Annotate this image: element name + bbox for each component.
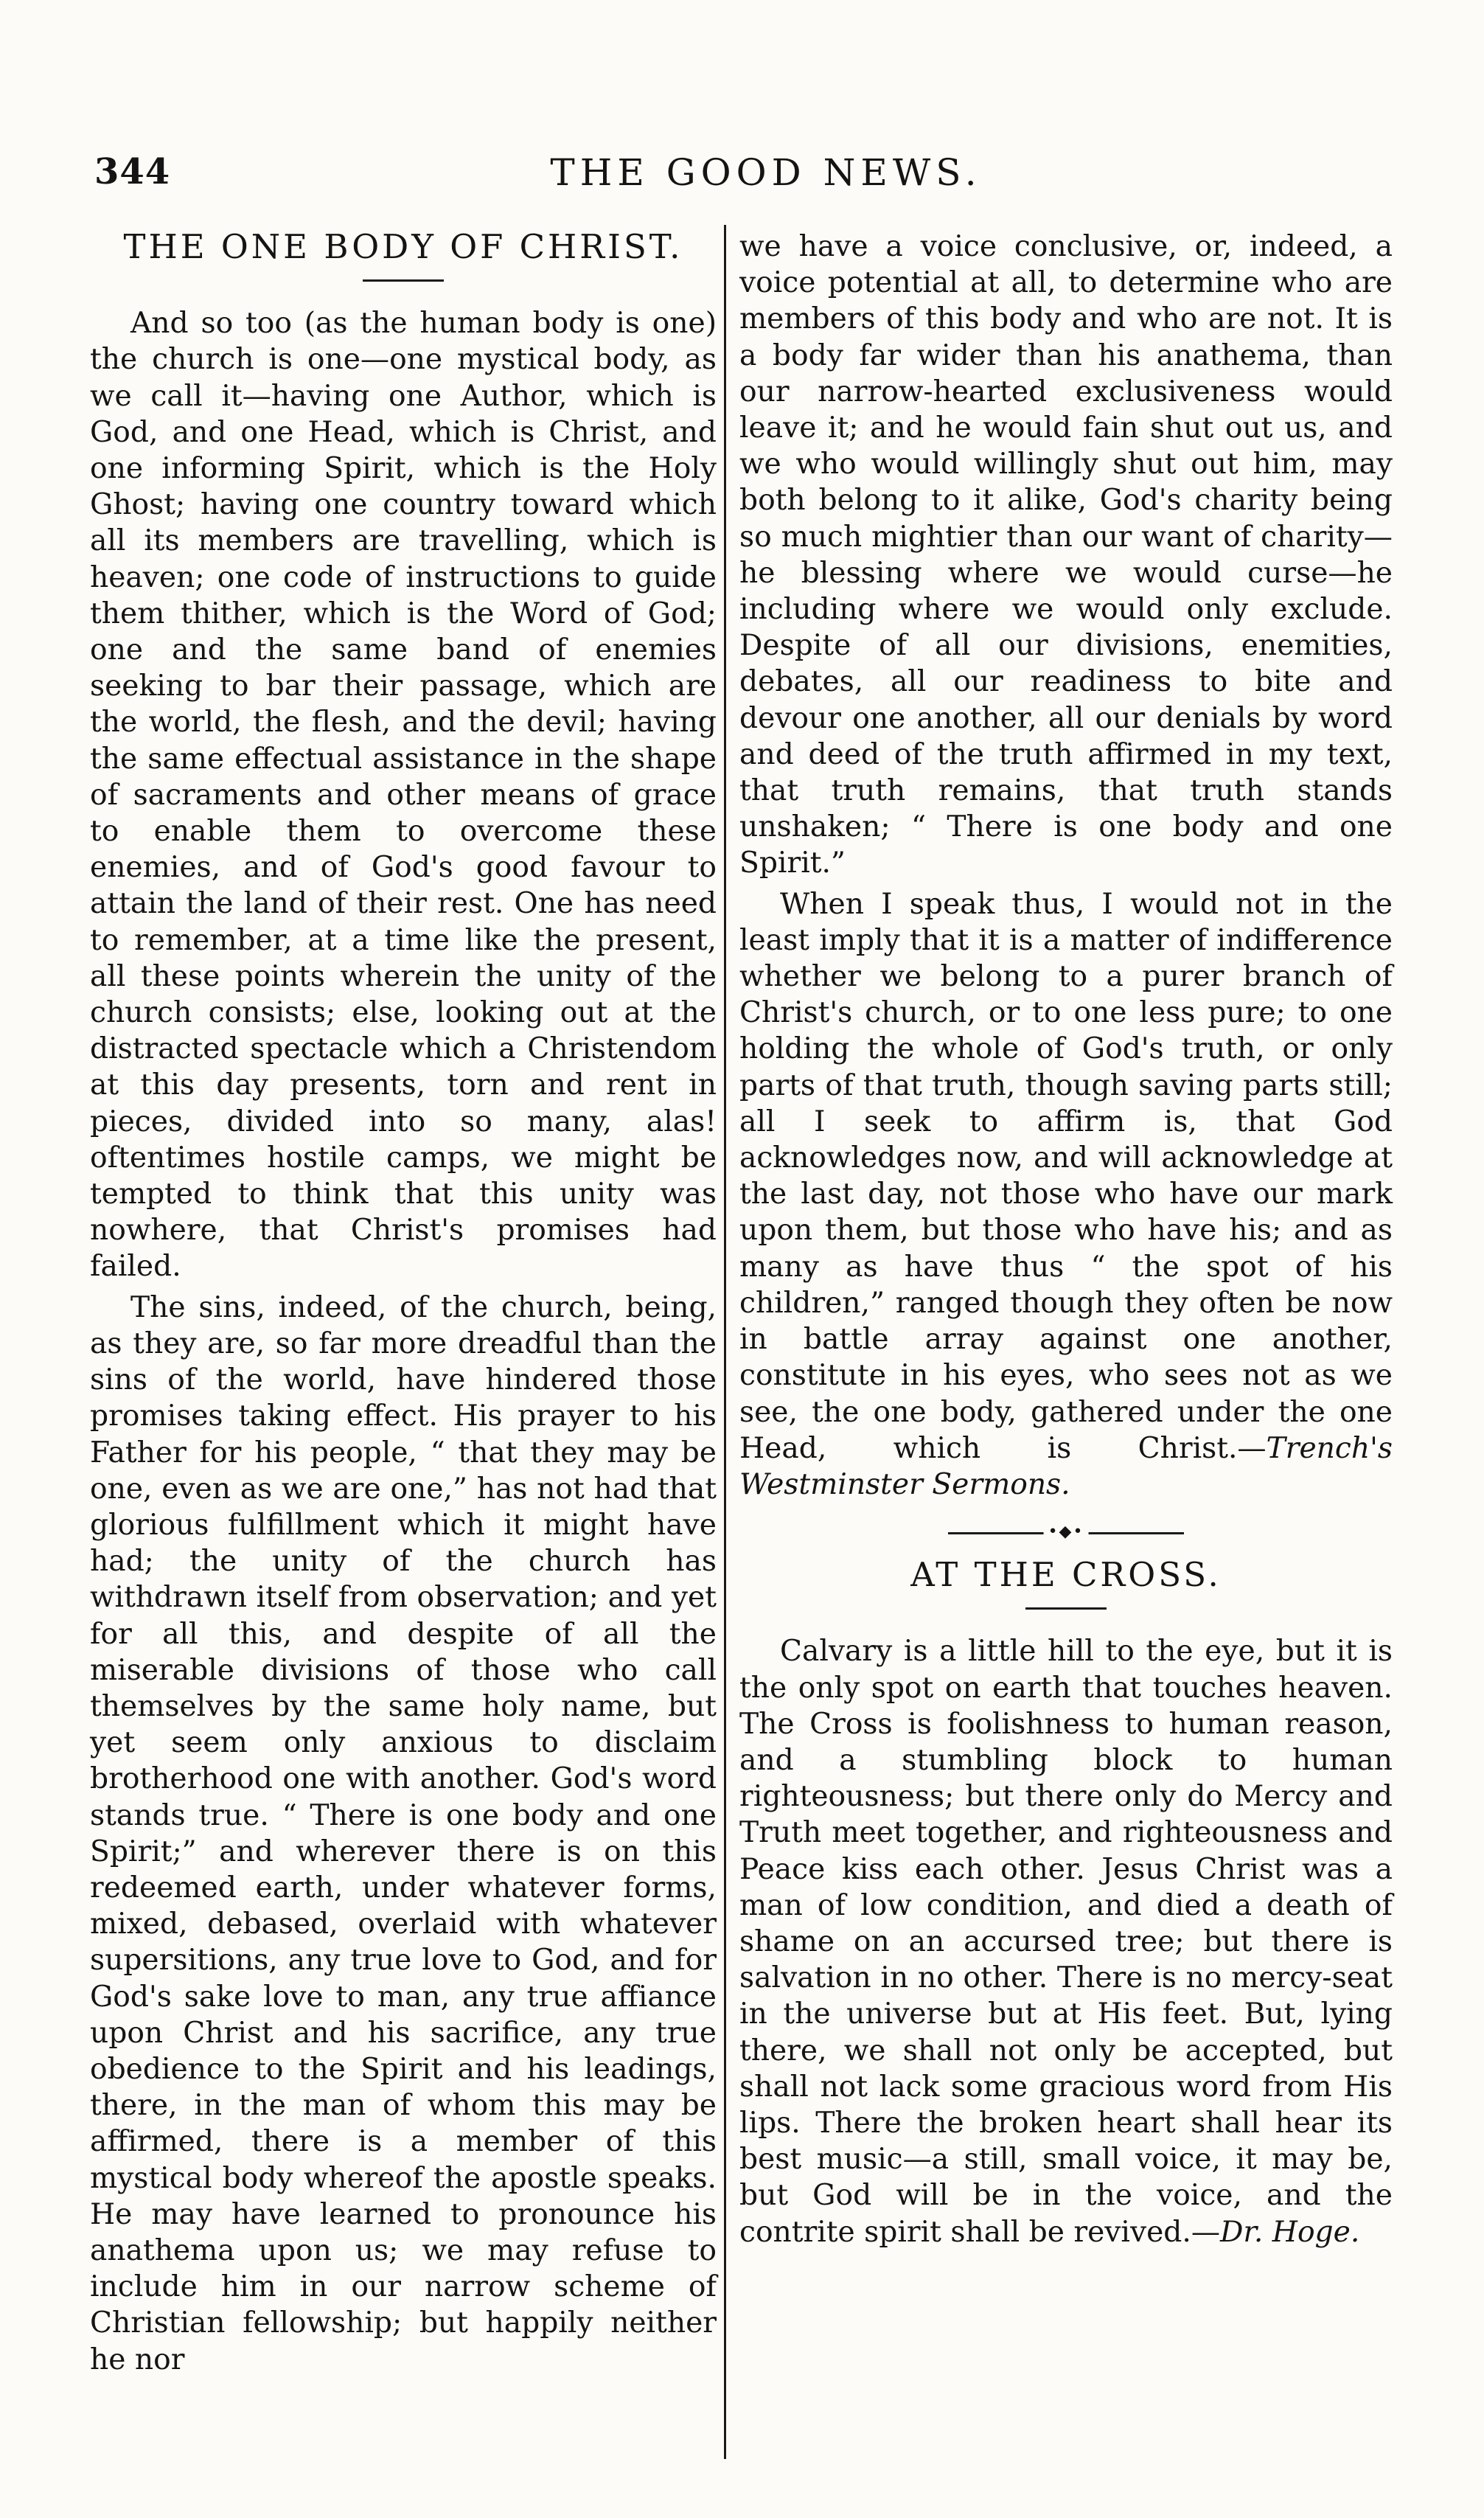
paragraph	[739, 886, 1393, 1503]
paragraph-continued: we have a voice conclusive, or, indeed, a voice potential at all, to determine who are members of this body and who are not. It is a body far wider than his anathema, than our narrow-hearted exclusiveness would leave it; and he would fain shut out us, and we who would willingly shut out him, may both belong to it alike, God's charity being so much mightier than our want of charity—he blessing where we would curse—he including where we would only exclude. Despite of all our divisions, enemities, debates, all our readiness to bite and devour one another, all our denials by word and deed of the truth affirmed in my text, that truth remains, that truth stands unshaken; “ There is one body and one Spirit.”	[739, 230, 1393, 880]
paragraph-text: Calvary is a little hill to the eye, but it is the only spot on earth that touches heaven. The Cross is foolishness to human reason, and a stumbling block to human righteousness; but there only do Mercy and Truth meet together, and righteousness and Peace kiss each other. Jesus Christ was a man of low condition, and died a death of shame on an accursed tree; but there is salvation in no other. There is no mercy-seat in the universe but at His feet. But, lying there, we shall not only be accepted, but shall not lack some gracious word from His lips. There the broken heart shall hear its best music—a still, small voice, it may be, but God will be in the voice, and the contrite spirit shall be revived.—	[739, 1635, 1393, 2249]
title-rule	[1025, 1607, 1107, 1610]
paragraph-text: When I speak thus, I would not in the least imply that it is a matter of indifference whether we belong to a purer branch of Christ's church, or to one less pure; to one holding the whole of God's truth, or only parts of that truth, though saving parts still; all I seek to affirm is, that God acknowledges now, and will acknowledge at the last day, not those who have our mark upon them, but those who have his; and as many as have thus “ the spot of his children,” ranged though they often be now in battle array against one another, constitute in his eyes, who sees not as we see, the one body, gathered under the one Head, which is Christ.—	[739, 887, 1393, 1465]
article-title-one-body: THE ONE BODY OF CHRIST.	[123, 227, 683, 266]
separator-rule	[948, 1523, 1184, 1542]
right-column	[739, 229, 1393, 2250]
page-header	[94, 151, 1393, 203]
paragraph	[739, 1633, 1393, 2250]
paragraph: The sins, indeed, of the church, being, as they are, so far more dreadful than the sins of the world, have hindered those promises taking effect. His prayer to his Father for his people, “ that they may be one, even as we are one,” has not had that glorious fulfillment which it might have had; the unity of the church has withdrawn itself from observation; and yet for all this, and despite of all the miserable divisions of those who call themselves by the same holy name, but yet seem only anxious to disclaim brotherhood one with another. God's word stands true. “ There is one body and one Spirit;” and wherever there is on this redeemed earth, under whatever forms, mixed, debased, overlaid with whatever supersitions, any true love to God, and for God's sake love to man, any true affiance upon Christ and his sacrifice, any true obedience to the Spirit and his leadings, there, in the man of whom this may be affirmed, there is a member of this mystical body whereof the apostle speaks. He may have learned to pronounce his anathema upon us; we may refuse to include him in our narrow scheme of Christian fellowship; but happily neither he nor	[90, 1290, 717, 2376]
title-rule	[363, 279, 444, 282]
ornament-icon: •◆•	[1044, 1524, 1089, 1540]
source-citation: Dr. Hoge.	[1220, 2215, 1360, 2249]
page-number: 344	[94, 151, 171, 192]
column-divider	[724, 225, 726, 2459]
left-column	[90, 229, 717, 2378]
paragraph: And so too (as the human body is one) the church is one—one mystical body, as we call it—having one Author, which is God, and one Head, which is Christ, and one informing Spirit, which is the Holy Ghost; having one country toward which all its members are travelling, which is heaven; one code of instructions to guide them thither, which is the Word of God; one and the same band of enemies seeking to bar their passage, which are the world, the flesh, and the devil; having the same effectual assistance in the shape of sacraments and other means of grace to enable them to overcome these enemies, and of God's good favour to attain the land of their rest. One has need to remember, at a time like the present, all these points wherein the unity of the church consists; else, looking out at the distracted spectacle which a Christendom at this day presents, torn and rent in pieces, divided into so many, alas! oftentimes hostile camps, we might be tempted to think that this unity was nowhere, that Christ's promises had failed.	[90, 307, 717, 1284]
running-title: THE GOOD NEWS.	[550, 151, 982, 194]
article-title-at-the-cross: AT THE CROSS.	[910, 1555, 1222, 1595]
article-separator	[739, 1523, 1393, 1542]
source-citation: Trench's Westminster Sermons.	[739, 1431, 1393, 1501]
